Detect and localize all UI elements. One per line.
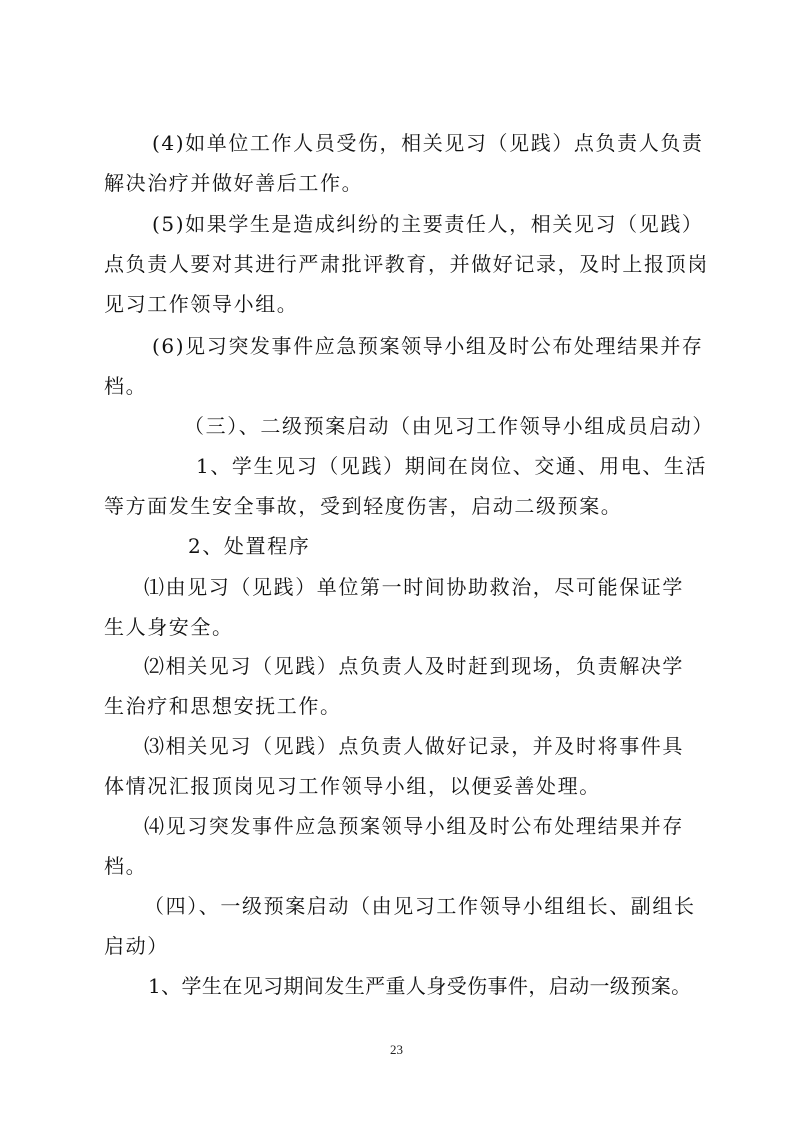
procedure-item-3: [104, 726, 692, 806]
text-line: 生治疗和思想安抚工作。: [104, 694, 342, 718]
paragraph-item-4: [104, 123, 704, 203]
text-line: ⑶相关见习（见践）点负责人做好记录，并及时将事件具: [144, 734, 684, 758]
text-line: 档。: [104, 854, 148, 878]
heading-line: （四）、一级预案启动（由见习工作领导小组组长、副组长: [144, 894, 696, 918]
paragraph-item-5: [104, 204, 709, 324]
text-line: 解决治疗并做好善后工作。: [104, 171, 364, 195]
heading-line: 2、处置程序: [188, 534, 311, 558]
text-line: 1、学生见习（见践）期间在岗位、交通、用电、生活: [196, 454, 708, 478]
subheading-procedure: [104, 526, 692, 566]
section-heading-four: [104, 886, 696, 966]
procedure-item-1: [104, 567, 692, 647]
text-line: ⑷见习突发事件应急预案领导小组及时公布处理结果并存: [144, 814, 684, 838]
text-line: 体情况汇报顶岗见习工作领导小组，以便妥善处理。: [104, 774, 601, 798]
text-line: ⑵相关见习（见践）点负责人及时赶到现场，负责解决学: [144, 654, 684, 678]
paragraph-item-6: [104, 326, 704, 406]
heading-line: 启动）: [104, 934, 169, 958]
text-line: 1、学生在见习期间发生严重人身受伤事件，启动一级预案。: [148, 974, 692, 998]
text-line: 点负责人要对其进行严肃批评教育，并做好记录，及时上报顶岗: [104, 252, 709, 276]
procedure-item-4: [104, 806, 692, 886]
text-line: ⑴由见习（见践）单位第一时间协助救治，尽可能保证学: [144, 575, 684, 599]
paragraph-level-1-trigger: [104, 966, 692, 1006]
text-line: 档。: [104, 374, 148, 398]
text-line: 见习工作领导小组。: [104, 292, 299, 316]
paragraph-level-2-trigger: [104, 446, 708, 526]
heading-line: （三）、二级预案启动（由见习工作领导小组成员启动）: [184, 414, 714, 438]
text-line: 生人身安全。: [104, 615, 234, 639]
text-line: (5)如果学生是造成纠纷的主要责任人，相关见习（见践）: [152, 212, 704, 236]
text-line: (4)如单位工作人员受伤，相关见习（见践）点负责人负责: [152, 131, 704, 155]
text-line: (6)见习突发事件应急预案领导小组及时公布处理结果并存: [152, 334, 704, 358]
text-line: 等方面发生安全事故，受到轻度伤害，启动二级预案。: [104, 494, 623, 518]
section-heading-three: [104, 406, 714, 446]
procedure-item-2: [104, 646, 692, 726]
page-number: 23: [390, 1042, 403, 1057]
